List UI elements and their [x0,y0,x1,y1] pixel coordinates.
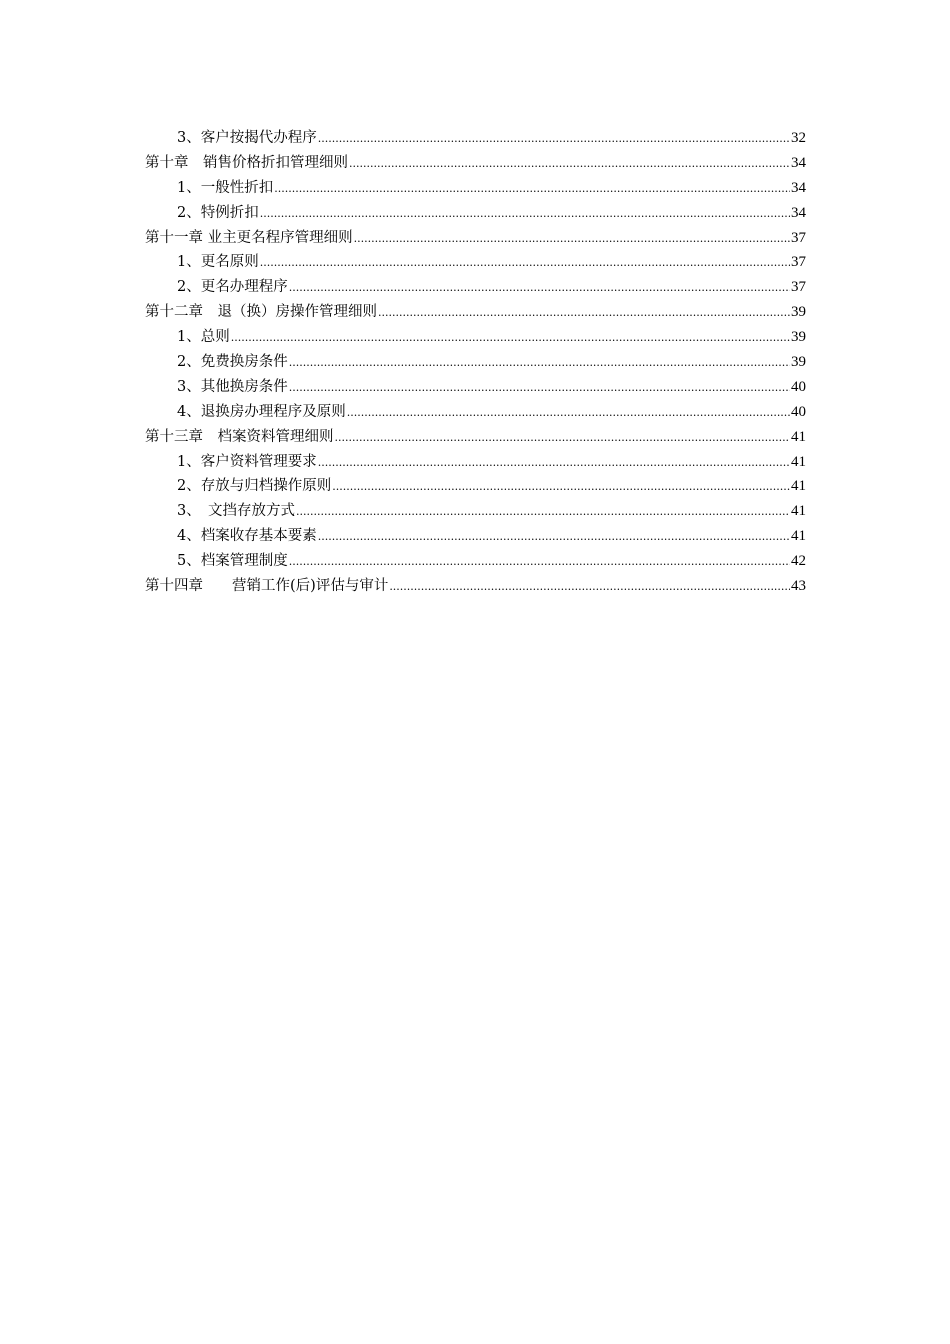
toc-entry-title: 2、更名办理程序 [177,279,288,296]
toc-dot-leader [335,426,791,450]
toc-entry[interactable] [145,524,806,549]
toc-entry-title: 2、特例折扣 [177,204,259,221]
toc-entry[interactable] [145,275,806,300]
table-of-contents [145,126,806,599]
toc-dot-leader [389,575,790,599]
toc-entry[interactable] [145,450,806,475]
toc-entry-title: 1、更名原则 [177,254,259,271]
toc-entry[interactable] [145,499,806,524]
toc-entry-title: 第十二章 退（换）房操作管理细则 [145,304,377,321]
toc-entry-page: 41 [791,453,806,470]
toc-entry-title: 第十三章 档案资料管理细则 [145,428,334,445]
toc-entry-title: 3、 文挡存放方式 [177,503,295,520]
toc-dot-leader [289,351,790,375]
toc-dot-leader [347,401,790,425]
toc-entry[interactable] [145,126,806,151]
toc-dot-leader [318,525,790,549]
toc-dot-leader [354,227,790,251]
toc-entry[interactable] [145,250,806,275]
toc-entry-page: 41 [791,478,806,495]
toc-entry[interactable] [145,350,806,375]
toc-entry[interactable] [145,425,806,450]
toc-entry[interactable] [145,300,806,325]
toc-entry-page: 39 [791,304,806,321]
toc-dot-leader [296,500,790,524]
toc-entry-title: 第十一章 业主更名程序管理细则 [145,229,353,246]
toc-entry[interactable] [145,151,806,176]
toc-entry-page: 39 [791,354,806,371]
toc-entry[interactable] [145,375,806,400]
toc-entry-page: 42 [791,553,806,570]
toc-dot-leader [231,326,790,350]
toc-entry-page: 41 [791,528,806,545]
toc-entry-title: 1、总则 [177,329,230,346]
toc-entry-title: 3、其他换房条件 [177,378,288,395]
toc-entry[interactable] [145,474,806,499]
toc-entry-page: 41 [791,428,806,445]
toc-entry-page: 37 [791,279,806,296]
toc-dot-leader [349,152,790,176]
toc-entry-page: 34 [791,154,806,171]
toc-entry[interactable] [145,325,806,350]
toc-entry-page: 40 [791,403,806,420]
toc-entry-title: 5、档案管理制度 [177,553,288,570]
toc-dot-leader [274,177,790,201]
toc-entry-page: 32 [791,130,806,146]
toc-dot-leader [289,550,790,574]
toc-entry-page: 41 [791,503,806,520]
toc-entry-page: 37 [791,229,806,246]
toc-entry[interactable] [145,201,806,226]
toc-entry[interactable] [145,176,806,201]
toc-entry-title: 1、客户资料管理要求 [177,453,317,470]
toc-entry-title: 3、客户按揭代办程序 [177,130,317,146]
toc-dot-leader [378,301,790,325]
toc-dot-leader [260,202,790,226]
toc-dot-leader [289,376,790,400]
toc-entry-page: 37 [791,254,806,271]
toc-entry-title: 2、免费换房条件 [177,354,288,371]
toc-dot-leader [332,475,790,499]
toc-entry-page: 43 [791,578,806,595]
toc-entry-title: 第十四章 营销工作(后)评估与审计 [145,578,389,595]
toc-entry-title: 4、档案收存基本要素 [177,528,317,545]
toc-entry[interactable] [145,549,806,574]
toc-entry[interactable] [145,226,806,251]
toc-dot-leader [318,451,790,475]
toc-entry-page: 39 [791,329,806,346]
toc-entry-page: 34 [791,179,806,196]
toc-entry-title: 1、一般性折扣 [177,179,274,196]
toc-entry-title: 2、存放与归档操作原则 [177,478,332,495]
toc-entry[interactable] [145,574,806,599]
toc-dot-leader [260,251,790,275]
toc-entry[interactable] [145,400,806,425]
toc-entry-title: 4、退换房办理程序及原则 [177,403,346,420]
toc-entry-title: 第十章 销售价格折扣管理细则 [145,154,348,171]
toc-entry-page: 40 [791,378,806,395]
toc-entry-page: 34 [791,204,806,221]
toc-dot-leader [289,276,790,300]
toc-dot-leader [318,127,790,151]
